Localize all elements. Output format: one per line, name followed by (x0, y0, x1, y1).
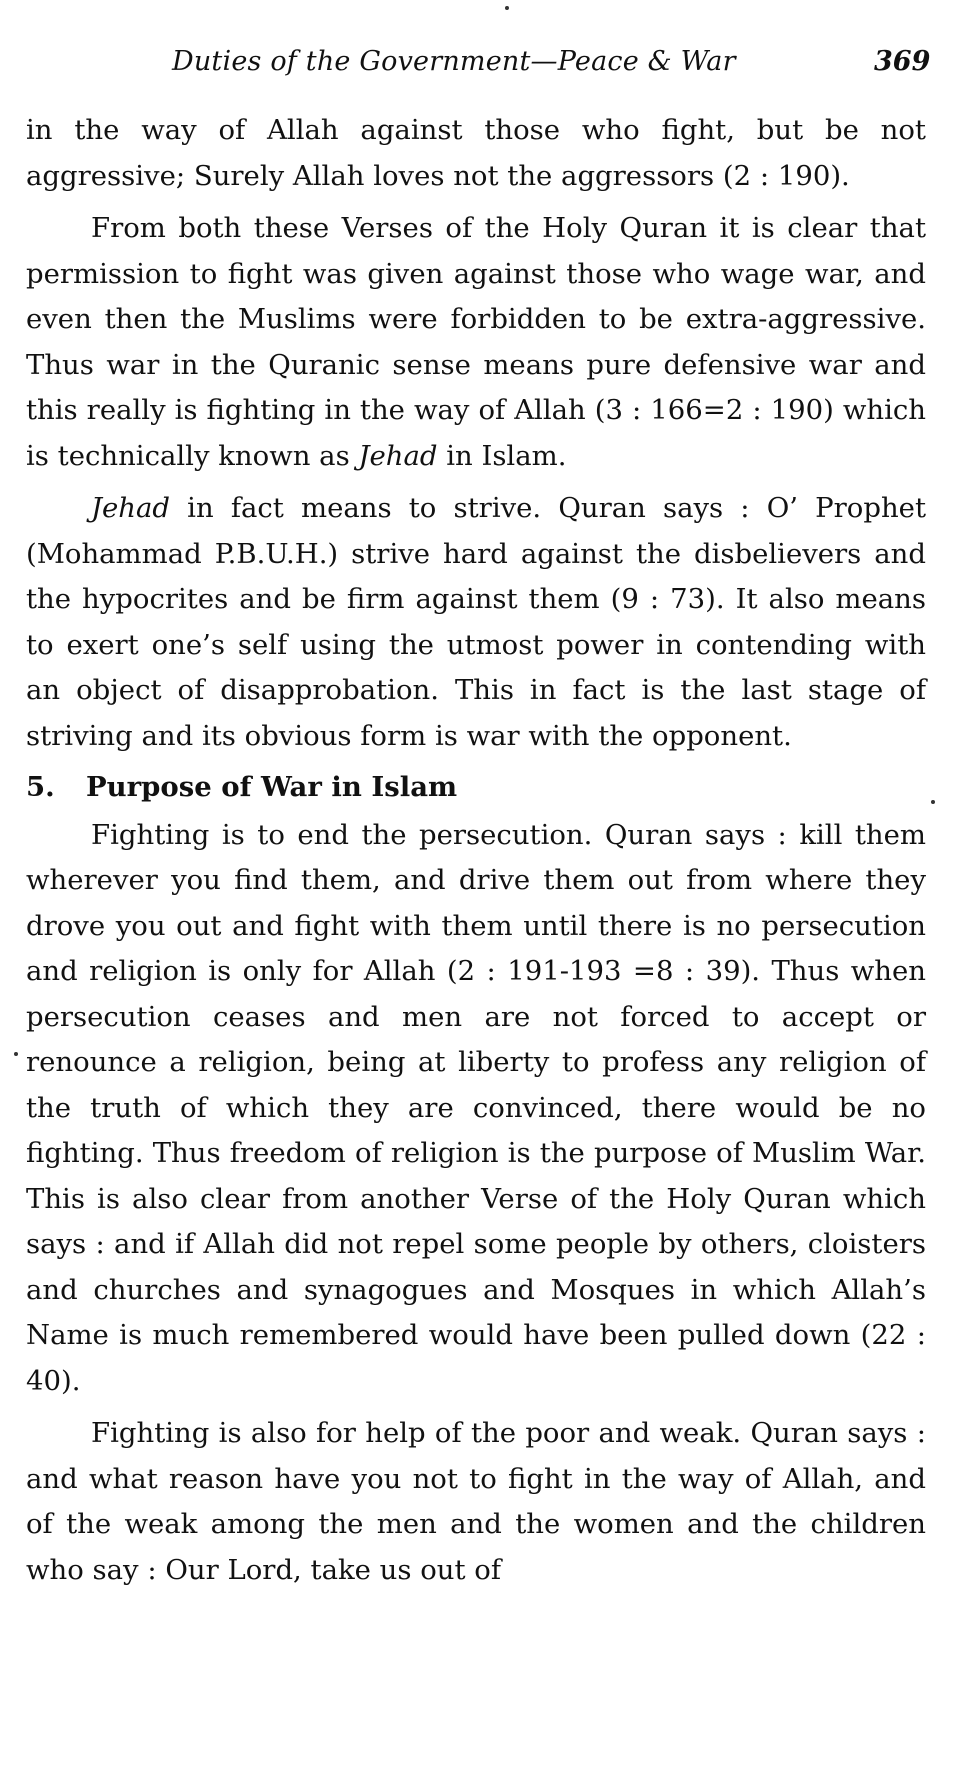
paragraph-text-end: in Islam. (437, 439, 567, 472)
section-heading (26, 765, 926, 811)
print-speck (505, 6, 509, 10)
running-header (0, 46, 960, 86)
paragraph-jehad-meaning (26, 486, 926, 759)
paragraph-help-weak: Fighting is also for help of the poor and weak. Quran says : and what reason have you not to fight in the way of Allah, and of the weak among the men and the women and the children who say : Our Lord, take us out of (26, 1417, 926, 1586)
term-jehad: Jehad (358, 439, 438, 472)
page-number: 369 (874, 46, 931, 77)
body-text (26, 108, 926, 1593)
paragraph-continuation: in the way of Allah against those who fight, but be not aggressive; Surely Allah loves not the aggressors (2 : 190). (26, 114, 926, 192)
print-speck (931, 800, 935, 804)
paragraph-text: From both these Verses of the Holy Quran it is clear that permission to fight was given against those who wage war, and even then the Muslims were forbidden to be extra-aggressive. Thus war in the Quranic sense means pure defensive war and this really is fighting in the way of Allah (3 : 166=2 : 190) which is technically known as (26, 212, 926, 472)
running-title: Duties of the Government—Peace & War (172, 46, 736, 77)
paragraph-persecution: Fighting is to end the persecution. Quran says : kill them wherever you find them, and drive them out from where they drove you out and fight with them until there is no persecution and religion is only for Allah (2 : 191-193 =8 : 39). Thus when persecution ceases and men are not forced to accept or renounce a religion, being at liberty to profess any religion of the truth of which they are convinced, there would be no fighting. Thus freedom of religion is the purpose of Muslim War. This is also clear from another Verse of the Holy Quran which says : and if Allah did not repel some people by others, cloisters and churches and synagogues and Mosques in which Allah’s Name is much remembered would have been pulled down (22 : 40). (26, 818, 926, 1397)
section-title: Purpose of War in Islam (86, 771, 458, 803)
paragraph-text: in fact means to strive. Quran says : O’ Prophet (Mohammad P.B.U.H.) strive hard against the disbelievers and the hypocrites and be firm against them (9 : 73). It also means to exert one’s self using the utmost power in contending with an object of disapprobation. This in fact is the last stage of striving and its obvious form is war with the opponent. (26, 492, 926, 752)
paragraph-defensive-war (26, 206, 926, 479)
print-speck (14, 1052, 18, 1056)
term-jehad: Jehad (91, 492, 171, 524)
section-number: 5. (26, 771, 55, 803)
